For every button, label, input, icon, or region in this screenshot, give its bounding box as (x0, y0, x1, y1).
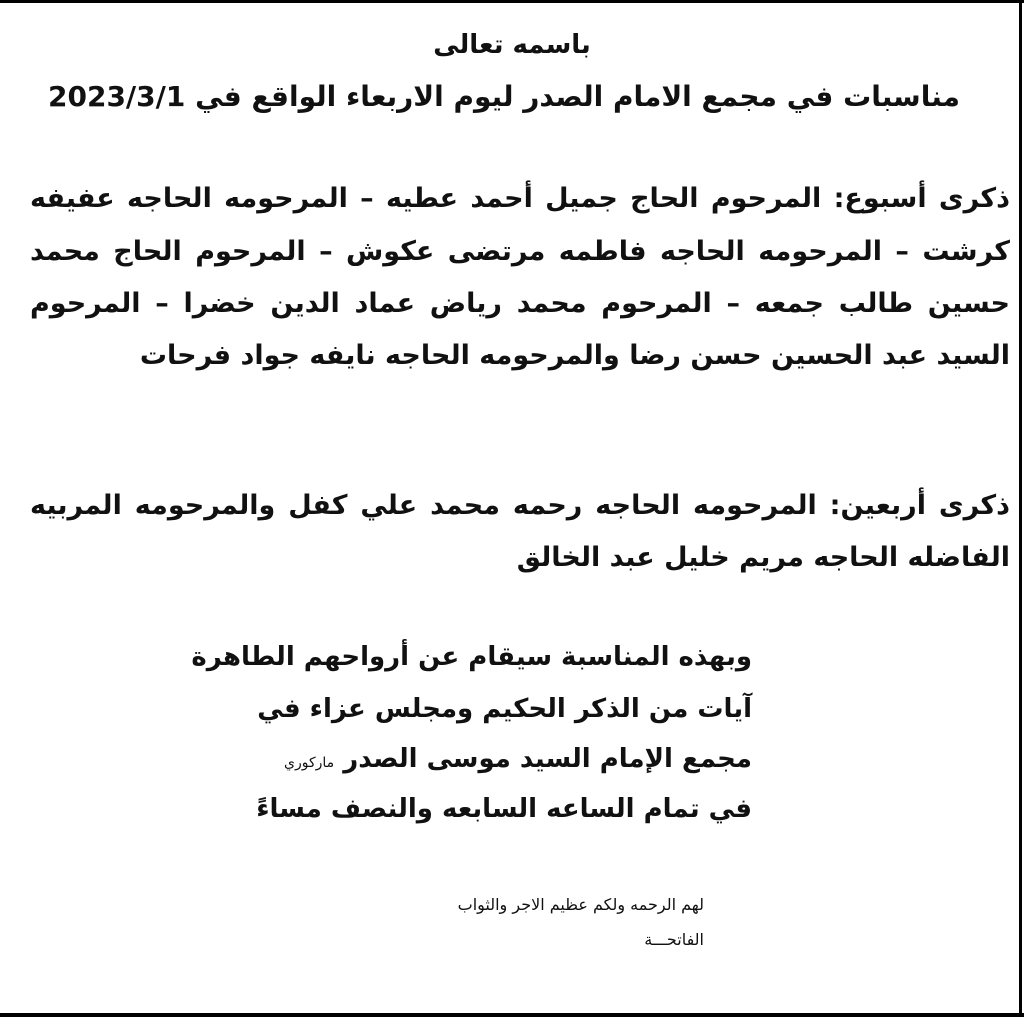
usbou-line-2: كرشت – المرحومه الحاجه فاطمه مرتضى عكوش – المرحوم الحاج محمد (30, 236, 1010, 267)
footer-condolence: لهم الرحمه ولكم عظيم الاجر والثواب (457, 895, 704, 914)
arbaeen-line-2: الفاضله الحاجه مريم خليل عبد الخالق (516, 542, 1010, 573)
usbou-line-4: السيد عبد الحسين حسن رضا والمرحومه الحاجه نايفه جواد فرحات (139, 340, 1010, 371)
venue-name: مجمع الإمام السيد موسى الصدر (343, 744, 752, 774)
bottom-border (0, 1013, 1024, 1017)
closing-line-3 (284, 744, 752, 774)
closing-line-1: وبهذه المناسبة سيقام عن أرواحهم الطاهرة (191, 642, 752, 672)
top-border (0, 0, 1024, 3)
usbou-line-3: حسين طالب جمعه – المرحوم محمد رياض عماد الدين خضرا – المرحوم (30, 288, 1010, 319)
arbaeen-line-1: ذكرى أربعين: المرحومه الحاجه رحمه محمد علي كفل والمرحومه المربيه (30, 490, 1010, 521)
venue-annotation: ماركوري (284, 755, 335, 771)
usbou-line-1: ذكرى أسبوع: المرحوم الحاج جميل أحمد عطيه – المرحومه الحاجه عفيفه (30, 183, 1010, 214)
header-title: باسمه تعالى (433, 30, 591, 60)
closing-line-2: آيات من الذكر الحكيم ومجلس عزاء في (257, 694, 752, 724)
closing-line-4: في تمام الساعه السابعه والنصف مساءً (256, 794, 752, 824)
header-subtitle: مناسبات في مجمع الامام الصدر ليوم الاربعاء الواقع في 2023/3/1 (48, 80, 960, 113)
right-border (1019, 0, 1022, 1016)
footer-fatiha: الفاتحـــة (644, 930, 704, 949)
